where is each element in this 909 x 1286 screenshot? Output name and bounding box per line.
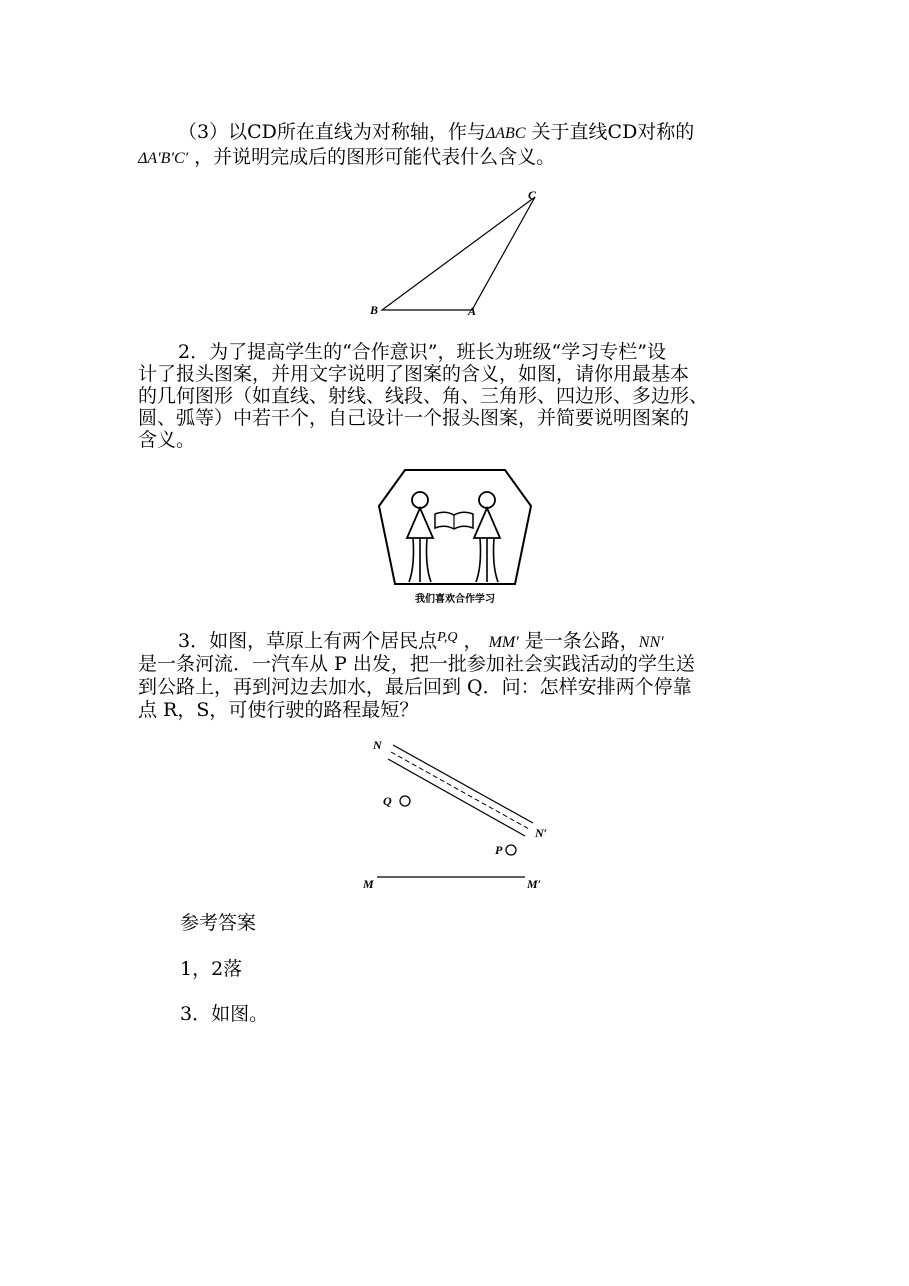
problem-2-line-3: 的几何图形（如直线、射线、线段、角、三角形、四边形、多边形、 xyxy=(138,385,709,407)
problem-3-line-3: 到公路上，再到河边去加水，最后回到 Q．问：怎样安排两个停靠 xyxy=(138,676,692,698)
vertex-label-a: A xyxy=(468,304,477,318)
vertex-label-c: C xyxy=(528,188,537,202)
problem-2-line-5: 含义。 xyxy=(138,429,196,451)
problem-3-line-4: 点 R，S，可使行驶的路程最短？ xyxy=(138,699,419,721)
problem-3-text-b: ， xyxy=(463,630,483,652)
problem-3-text-a: 3．如图，草原上有两个居民点 xyxy=(178,630,438,652)
label-q: Q xyxy=(383,794,392,808)
banner-caption: 我们喜欢合作学习 xyxy=(415,594,495,605)
point-q-marker xyxy=(400,796,410,806)
answers-heading: 参考答案 xyxy=(180,912,257,934)
problem-2-line-4: 圆、弧等）中若干个，自己设计一个报头图案，并简要说明图案的 xyxy=(138,407,690,429)
label-n-prime: N′ xyxy=(535,826,548,840)
vertex-label-b: B xyxy=(370,303,379,317)
problem-1-text-c: ，并说明完成后的图形可能代表什么含义。 xyxy=(194,146,556,168)
problem-3-text-c: 是一条公路， xyxy=(524,630,639,652)
label-m: M xyxy=(363,877,374,891)
label-m-prime: M′ xyxy=(527,877,542,891)
triangle-figure xyxy=(360,185,560,320)
problem-1-text-a: （3）以CD所在直线为对称轴，作与 xyxy=(178,121,486,143)
problem-1-text-b: 关于直线CD对称的 xyxy=(531,121,695,143)
label-p: P xyxy=(495,843,503,857)
problem-3-line-2: 是一条河流．一汽车从 P 出发，把一批参加社会实践活动的学生送 xyxy=(138,653,695,675)
problem-2-line-2: 计了报头图案，并用文字说明了图案的含义，如图，请你用最基本 xyxy=(138,363,690,385)
road-mm-symbol: MM′ xyxy=(488,634,519,651)
problem-2-line-1: 2．为了提高学生的“合作意识”，班长为班级“学习专栏”设 xyxy=(178,341,666,363)
problem-1-part3-line-2 xyxy=(138,146,555,170)
problem-1-part3-line-1 xyxy=(178,121,694,145)
points-pq-symbol: P,Q xyxy=(437,630,458,645)
answer-3: 3．如图。 xyxy=(180,1003,269,1025)
problem-3-line-1 xyxy=(178,630,664,655)
label-n: N xyxy=(373,738,382,752)
map-figure xyxy=(355,735,555,895)
point-p-marker xyxy=(506,845,516,855)
answer-1-2: 1，2落 xyxy=(180,958,243,980)
triangle-a-prime-symbol: ΔA′B′C′ xyxy=(138,150,189,167)
triangle-abc-symbol: ΔABC xyxy=(485,125,526,142)
river-nn-symbol: NN′ xyxy=(638,634,664,651)
banner-figure xyxy=(375,466,535,612)
